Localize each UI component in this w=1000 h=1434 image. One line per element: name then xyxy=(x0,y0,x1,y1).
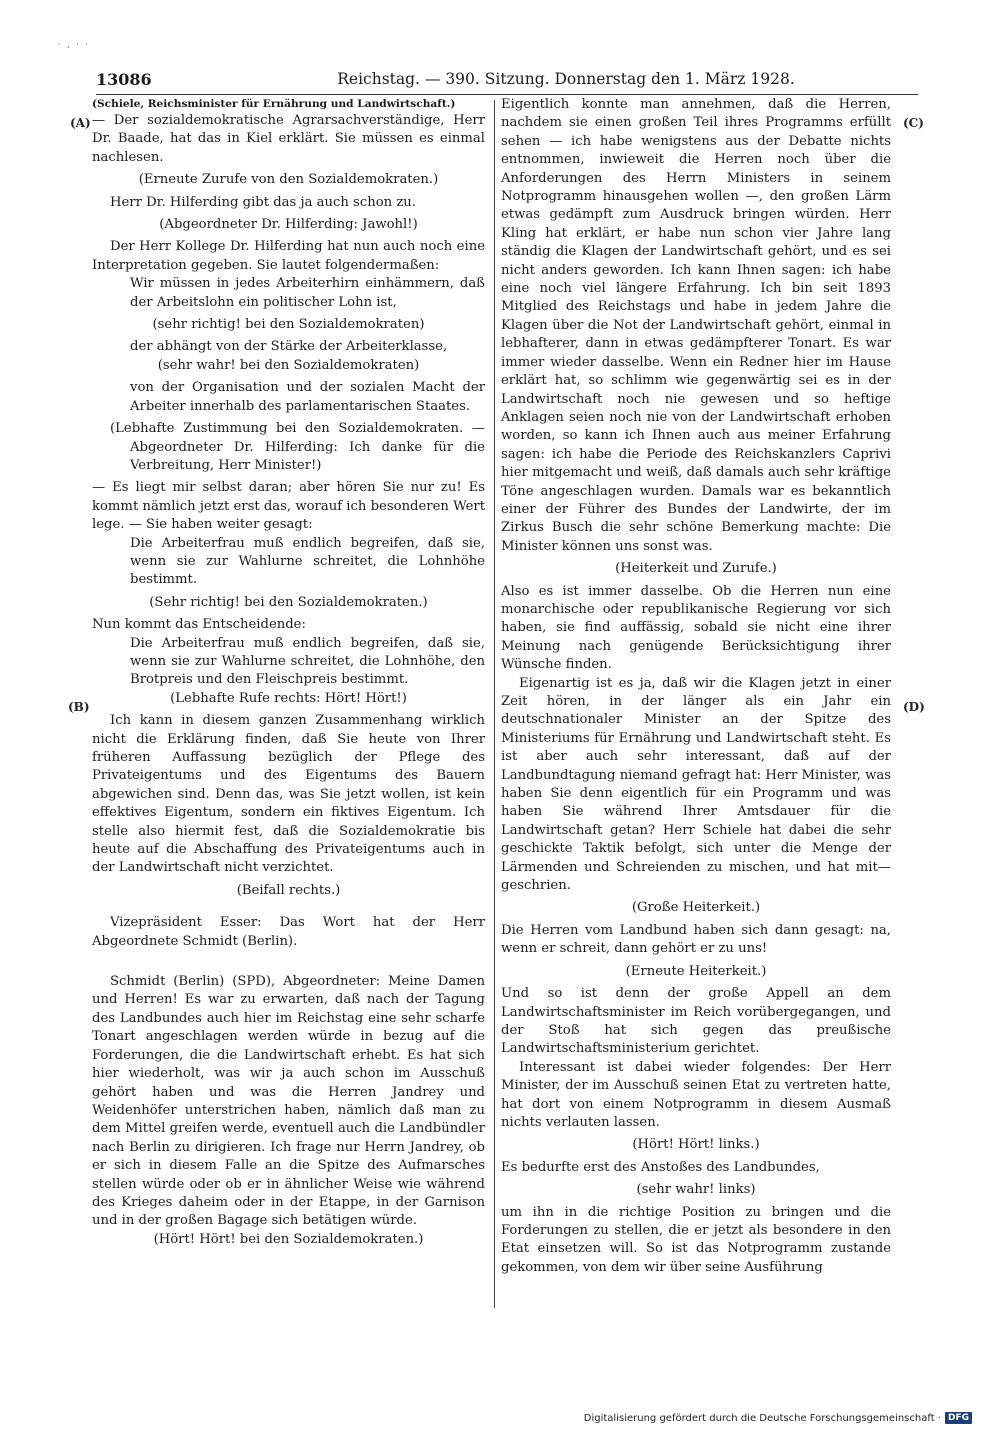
column-divider xyxy=(494,100,495,1308)
paragraph: Eigenartig ist es ja, daß wir die Klagen jetzt in einer Zeit hören, in der länger als ein Jahr ein deutschnationaler Minister an der Spitze des Ministeriums für Ernährung und Landwirtschaft steht. Es ist aber auch sehr interessant, daß auf der Landbundtagung niemand gefragt hat: Herr Minister, was haben Sie denn eigentlich für ein Programm und was haben Sie während Ihrer Amtsdauer für die Landwirtschaft getan? Herr Schiele hat dabei die sehr geschickte Taktik befolgt, sich unter die Menge der Lärmenden und Schreienden zu mischen, und hat mit—geschrien. xyxy=(501,675,891,894)
paragraph: Also es ist immer dasselbe. Ob die Herren nun eine monarchische oder republikanische Regierung vor sich haben, sie find auffässig, sobald sie nicht eine ihrer Meinung nach genügende Berücksichtigung ihrer Wünsche finden. xyxy=(501,583,891,673)
paragraph: Der Herr Kollege Dr. Hilferding hat nun auch noch eine Interpretation gegeben. Sie lautet folgendermaßen: xyxy=(92,239,485,273)
paragraph: Herr Dr. Hilferding gibt das ja auch schon zu. xyxy=(110,194,416,210)
margin-marker-b: (B) xyxy=(68,700,90,714)
right-column xyxy=(501,96,891,1277)
digitization-credit xyxy=(584,1412,972,1424)
stage-direction: (Lebhafte Zustimmung bei den Sozialdemokraten. — Abgeordneter Dr. Hilferding: Ich danke für die Verbreitung, Herr Minister!) xyxy=(110,421,485,473)
paragraph: Ich kann in diesem ganzen Zusammenhang wirklich nicht die Erklärung finden, daß Sie heute von Ihrer früheren Auffassung bezüglich der Pflege des Privateigentums und des Eigentums des Bauern abgewichen sind. Denn das, was Sie jetzt wollen, ist kein effektives Eigentum, sondern ein fiktives Eigentum. Ich stelle also hiermit fest, daß die Sozialdemokratie bis heute auf die Abschaffung des Privateigentums auch in der Landwirtschaft nicht verzichtet. xyxy=(92,713,485,876)
paragraph: Interessant ist dabei wieder folgendes: Der Herr Minister, der im Ausschuß seinen Etat zu vertreten hatte, hat dort von einem Notprogramm in diesem Ausmaß nichts verlauten lassen. xyxy=(501,1059,891,1130)
stage-direction: (Große Heiterkeit.) xyxy=(631,900,761,916)
stage-direction: (Sehr richtig! bei den Sozialdemokraten.) xyxy=(149,594,428,610)
scan-artifact-marks: · , · · xyxy=(58,40,90,49)
page-header xyxy=(96,68,904,94)
paragraph: Schmidt (Berlin) (SPD), Abgeordneter: Meine Damen und Herren! Es war zu erwarten, daß nach der Tagung des Landbundes auch hier im Reichstag eine sehr scharfe Tonart angeschlagen werden würde in bezug auf die Forderungen, die die Landwirtschaft erhebt. Es hat sich hier wiederholt, was wir ja auch schon im Ausschuß gehört haben und was die Herren Jandrey und Weidenhöfer unterstrichen haben, nämlich daß man zu dem Mittel greifen werde, eventuell auch die Landbündler nach Berlin zu dirigieren. Ich frage nur Herrn Jandrey, ob er sich in diesem Falle an die Spitze des Aufmarsches stellen würde oder ob er in ähnlicher Weise wie während des Krieges daheim oder in der Etappe, in der Garnison und in der großen Bagage sich betätigen würde. xyxy=(92,974,485,1229)
stage-direction: (Hört! Hört! bei den Sozialdemokraten.) xyxy=(153,1231,424,1247)
credit-text: Digitalisierung gefördert durch die Deutsche Forschungsgemeinschaft · xyxy=(583,1412,941,1424)
paragraph: Und so ist denn der große Appell an dem Landwirtschaftsminister im Reich vorübergegangen, und der Stoß hat sich gegen das preußische Landwirtschaftsministerium gerichtet. xyxy=(501,986,891,1057)
stage-direction: (Lebhafte Rufe rechts: Hört! Hört!) xyxy=(170,690,407,706)
margin-marker-c: (C) xyxy=(903,116,924,130)
stage-direction: (Abgeordneter Dr. Hilferding: Jawohl!) xyxy=(159,217,418,233)
stage-direction: (Beifall rechts.) xyxy=(236,882,341,898)
stage-direction: (sehr wahr! bei den Sozialdemokraten) xyxy=(157,357,420,373)
stage-direction: (Heiterkeit und Zurufe.) xyxy=(615,561,777,577)
paragraph: Es bedurfte erst des Anstoßes des Landbundes, xyxy=(501,1159,820,1175)
paragraph: Die Herren vom Landbund haben sich dann gesagt: na, wenn er schreit, dann gehört er zu uns! xyxy=(501,922,891,957)
dfg-logo: DFG xyxy=(945,1412,972,1424)
quotation: Die Arbeiterfrau muß endlich begreifen, daß sie, wenn sie zur Wahlurne schreitet, die Lohnhöhe, den Brotpreis und den Fleischpreis bestimmt. xyxy=(130,635,485,688)
stage-direction: (sehr richtig! bei den Sozialdemokraten) xyxy=(152,317,425,333)
header-rule xyxy=(96,94,918,95)
page-number: 13086 xyxy=(96,70,152,89)
margin-marker-a: (A) xyxy=(70,116,91,130)
left-column xyxy=(92,96,485,1249)
paragraph: — Es liegt mir selbst daran; aber hören Sie nur zu! Es kommt nämlich jetzt erst das, worauf ich besonderen Wert lege. — Sie haben weiter gesagt: xyxy=(92,480,485,533)
paragraph: Vizepräsident Esser: Das Wort hat der Herr Abgeordnete Schmidt (Berlin). xyxy=(92,915,485,949)
paragraph: Nun kommt das Entscheidende: xyxy=(92,617,306,633)
paragraph: — Der sozialdemokratische Agrarsachverständige, Herr Dr. Baade, hat das in Kiel erklärt. Sie müssen es einmal nachlesen. xyxy=(92,113,485,165)
quotation: der abhängt von der Stärke der Arbeiterklasse, xyxy=(130,339,448,355)
quotation: Die Arbeiterfrau muß endlich begreifen, daß sie, wenn sie zur Wahlurne schreitet, die Lohnhöhe bestimmt. xyxy=(130,535,485,588)
paragraph: um ihn in die richtige Position zu bringen und die Forderungen zu stellen, die er jetzt als besondere in den Etat einsetzen will. So ist das Notprogramm zustande gekommen, von dem wir über seine Ausführung xyxy=(501,1204,891,1275)
paragraph: Eigentlich konnte man annehmen, daß die Herren, nachdem sie einen großen Teil ihres Programms erfüllt sehen — ich habe wenigstens aus der Debatte nichts entnommen, inwieweit die Herren noch über die Anforderungen des Herrn Ministers in seinem Notprogramm hinausgehen wollen —, den großen Lärm etwas gedämpft zum Ausdruck bringen würden. Herr Kling hat erklärt, er habe nun schon vier Jahre lang ständig die Klagen der Landwirtschaft gehört, und es sei nicht anders geworden. Ich kann Ihnen sagen: ich habe eine noch viel längere Erfahrung. Ich bin seit 1893 Mitglied des Reichstags und habe in jedem Jahre die Klagen über die Not der Landwirtschaft gehört, einmal in lebhafterer, dann in etwas gedämpfterer Tonart. Es war immer wieder dasselbe. Wenn ein Redner hier im Hause erklärt hat, so schlimm wie gegenwärtig sei es in der Landwirtschaft noch nie gewesen und so heftige Anklagen seien noch nie von der Landwirtschaft erhoben worden, so kann ich Ihnen auch aus meiner Erfahrung sagen: ich habe die Periode des Reichskanzlers Caprivi hier mitgemacht und weiß, daß damals auch sehr kräftige Töne angeschlagen wurden. Damals war es bekanntlich einer der Führer des Bundes der Landwirte, der im Zirkus Busch die sehr schöne Bemerkung machte: Die Minister können uns sonst was. xyxy=(501,97,891,554)
quotation: Wir müssen in jedes Arbeiterhirn einhämmern, daß der Arbeitslohn ein politischer Lohn ist, xyxy=(130,276,485,310)
stage-direction: (Erneute Heiterkeit.) xyxy=(625,963,767,979)
margin-marker-d: (D) xyxy=(903,700,925,714)
stage-direction: (sehr wahr! links) xyxy=(636,1182,756,1198)
speaker-line: (Schiele, Reichsminister für Ernährung und Landwirtschaft.) xyxy=(92,98,456,110)
running-title: Reichstag. — 390. Sitzung. Donnerstag den 1. März 1928. xyxy=(337,70,795,88)
stage-direction: (Hört! Hört! links.) xyxy=(632,1137,760,1153)
quotation: von der Organisation und der sozialen Macht der Arbeiter innerhalb des parlamentarischen Staates. xyxy=(130,380,485,414)
stage-direction: (Erneute Zurufe von den Sozialdemokraten.) xyxy=(138,172,439,188)
